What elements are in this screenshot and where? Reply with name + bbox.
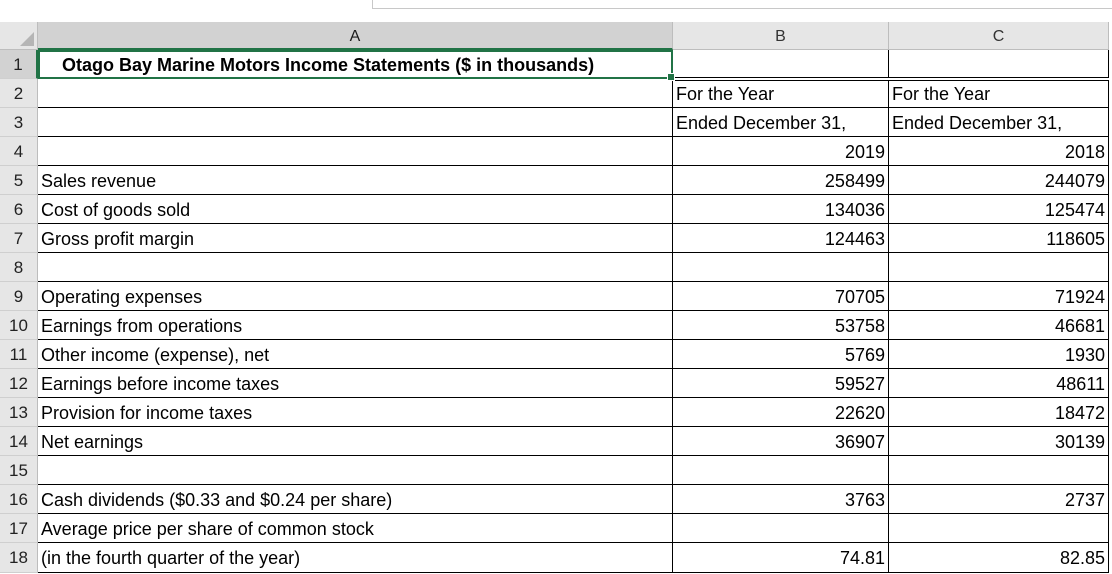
cell-b3[interactable]: Ended December 31, <box>673 108 889 137</box>
cell-c15[interactable] <box>889 456 1109 485</box>
cell-c4[interactable]: 2018 <box>889 137 1109 166</box>
cell-a16[interactable]: Cash dividends ($0.33 and $0.24 per share) <box>38 485 673 514</box>
cell-b13[interactable]: 22620 <box>673 398 889 427</box>
cell-b1[interactable] <box>673 50 889 79</box>
cell-c11[interactable]: 1930 <box>889 340 1109 369</box>
cell-b12[interactable]: 59527 <box>673 369 889 398</box>
cell-b6[interactable]: 134036 <box>673 195 889 224</box>
row-header[interactable]: 8 <box>0 253 38 282</box>
row-header[interactable]: 6 <box>0 195 38 224</box>
row-header[interactable]: 16 <box>0 485 38 514</box>
row-header[interactable]: 1 <box>0 50 38 79</box>
cell-a1[interactable]: Otago Bay Marine Motors Income Statements ($ in thousands) <box>38 50 673 79</box>
cell-a8[interactable] <box>38 253 673 282</box>
row-header[interactable]: 11 <box>0 340 38 369</box>
cell-c7[interactable]: 118605 <box>889 224 1109 253</box>
cell-a13[interactable]: Provision for income taxes <box>38 398 673 427</box>
cell-b16[interactable]: 3763 <box>673 485 889 514</box>
select-all-button[interactable] <box>0 22 38 50</box>
cell-c16[interactable]: 2737 <box>889 485 1109 514</box>
row-header[interactable]: 2 <box>0 79 38 108</box>
cell-a18[interactable]: (in the fourth quarter of the year) <box>38 543 673 573</box>
cell-c5[interactable]: 244079 <box>889 166 1109 195</box>
formula-bar-edge <box>372 0 1112 9</box>
column-header-a[interactable]: A <box>38 22 673 50</box>
cell-a14[interactable]: Net earnings <box>38 427 673 456</box>
cell-c6[interactable]: 125474 <box>889 195 1109 224</box>
cell-b17[interactable] <box>673 514 889 543</box>
cell-a17[interactable]: Average price per share of common stock <box>38 514 673 543</box>
cell-b4[interactable]: 2019 <box>673 137 889 166</box>
cell-a3[interactable] <box>38 108 673 137</box>
cell-c17[interactable] <box>889 514 1109 543</box>
double-underline-border <box>673 77 1109 81</box>
row-header[interactable]: 18 <box>0 543 38 573</box>
cell-a7[interactable]: Gross profit margin <box>38 224 673 253</box>
cell-b2[interactable]: For the Year <box>673 79 889 108</box>
cell-b5[interactable]: 258499 <box>673 166 889 195</box>
row-header[interactable]: 15 <box>0 456 38 485</box>
cell-c12[interactable]: 48611 <box>889 369 1109 398</box>
cell-a2[interactable] <box>38 79 673 108</box>
row-header[interactable]: 10 <box>0 311 38 340</box>
cell-c3[interactable]: Ended December 31, <box>889 108 1109 137</box>
cell-c9[interactable]: 71924 <box>889 282 1109 311</box>
cell-b9[interactable]: 70705 <box>673 282 889 311</box>
cell-b8[interactable] <box>673 253 889 282</box>
cell-a15[interactable] <box>38 456 673 485</box>
cell-c8[interactable] <box>889 253 1109 282</box>
row-header[interactable]: 7 <box>0 224 38 253</box>
select-all-icon <box>20 32 34 46</box>
cell-b11[interactable]: 5769 <box>673 340 889 369</box>
cell-a6[interactable]: Cost of goods sold <box>38 195 673 224</box>
cell-c14[interactable]: 30139 <box>889 427 1109 456</box>
cell-b15[interactable] <box>673 456 889 485</box>
cell-b14[interactable]: 36907 <box>673 427 889 456</box>
cell-a11[interactable]: Other income (expense), net <box>38 340 673 369</box>
cell-b7[interactable]: 124463 <box>673 224 889 253</box>
cell-c2[interactable]: For the Year <box>889 79 1109 108</box>
column-header-c[interactable]: C <box>889 22 1109 50</box>
row-header[interactable]: 5 <box>0 166 38 195</box>
row-header[interactable]: 13 <box>0 398 38 427</box>
cell-c10[interactable]: 46681 <box>889 311 1109 340</box>
cell-a4[interactable] <box>38 137 673 166</box>
row-header[interactable]: 9 <box>0 282 38 311</box>
row-header[interactable]: 4 <box>0 137 38 166</box>
cell-c18[interactable]: 82.85 <box>889 543 1109 573</box>
cell-a5[interactable]: Sales revenue <box>38 166 673 195</box>
row-header[interactable]: 3 <box>0 108 38 137</box>
row-header[interactable]: 12 <box>0 369 38 398</box>
cell-c1[interactable] <box>889 50 1109 79</box>
row-header[interactable]: 17 <box>0 514 38 543</box>
row-header[interactable]: 14 <box>0 427 38 456</box>
cell-c13[interactable]: 18472 <box>889 398 1109 427</box>
cell-b18[interactable]: 74.81 <box>673 543 889 573</box>
column-header-b[interactable]: B <box>673 22 889 50</box>
cell-a12[interactable]: Earnings before income taxes <box>38 369 673 398</box>
cell-a10[interactable]: Earnings from operations <box>38 311 673 340</box>
cell-a9[interactable]: Operating expenses <box>38 282 673 311</box>
cell-b10[interactable]: 53758 <box>673 311 889 340</box>
